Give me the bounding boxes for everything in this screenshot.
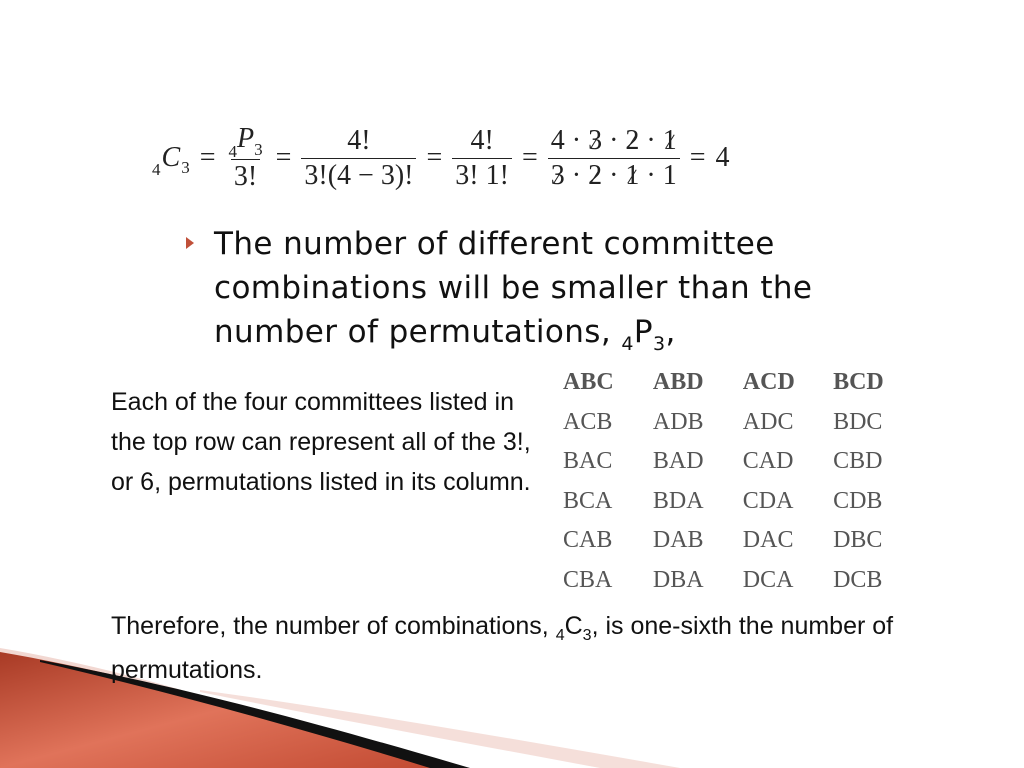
- table-cell: BDC: [833, 408, 883, 435]
- explanation-text: Each of the four committees listed in the top row can represent all of the 3!, or 6, permutations listed in its column.: [111, 388, 531, 496]
- formula-lhs: [152, 142, 190, 179]
- frac2-num: 4!: [347, 124, 371, 156]
- table-cell: CBA: [563, 566, 613, 593]
- bullet-arrow-icon: [186, 237, 194, 249]
- conclusion-letter: C: [564, 612, 583, 640]
- table-cell: CDA: [742, 487, 794, 514]
- table-cell: CAB: [563, 527, 613, 554]
- table-row: [556, 521, 916, 561]
- table-cell: DBC: [833, 527, 883, 554]
- table-cell: DCB: [833, 566, 883, 593]
- table-row: [556, 403, 916, 443]
- table-cell: ABD: [652, 369, 704, 396]
- conclusion-sub: 3: [582, 627, 592, 644]
- table-cell: DCA: [742, 566, 794, 593]
- fraction-1: [225, 124, 265, 192]
- equals-sign: =: [199, 142, 216, 173]
- formula-lhs-letter: C: [161, 142, 181, 173]
- frac1-num-sub: 3: [254, 140, 263, 159]
- table-cell: BCA: [563, 487, 613, 514]
- formula-lhs-pre: 4: [152, 160, 161, 179]
- frac2-den: 3!(4 − 3)!: [301, 158, 416, 191]
- bullet-pre: 4: [621, 333, 634, 355]
- table-cell: BAC: [563, 448, 613, 475]
- equals-sign: =: [689, 142, 706, 173]
- fraction-4: [548, 126, 680, 191]
- table-cell: CBD: [833, 448, 883, 475]
- bullet-point: [186, 222, 826, 358]
- bullet-text: The number of different committee combinations will be smaller than the number of permutations, $_4P_3$,: [214, 226, 813, 355]
- table-cell: DAB: [652, 527, 704, 554]
- bullet-sub: 3: [652, 333, 666, 355]
- table-cell: ABC: [563, 369, 614, 396]
- fraction-3: [452, 126, 512, 191]
- permutation-table: [556, 363, 916, 600]
- frac4-den: 3 · 2 · 1 · 1: [548, 158, 680, 191]
- frac1-num-letter: P: [236, 123, 255, 154]
- equals-sign: =: [521, 142, 538, 173]
- formula-lhs-sub: 3: [181, 158, 190, 177]
- frac1-num-pre: 4: [228, 142, 237, 161]
- table-row: [556, 482, 916, 522]
- table-cell: CAD: [742, 448, 794, 475]
- table-cell: ADB: [652, 408, 704, 435]
- table-cell: ACB: [563, 408, 613, 435]
- table-cell: BAD: [652, 448, 704, 475]
- conclusion-pre: 4: [555, 627, 565, 644]
- combination-formula: [152, 118, 730, 198]
- table-cell: CDB: [833, 487, 883, 514]
- frac3-num: 4!: [470, 124, 494, 156]
- table-cell: DBA: [652, 566, 704, 593]
- formula-result: 4: [715, 142, 730, 173]
- table-cell: ADC: [742, 408, 794, 435]
- table-header-row: [556, 363, 916, 403]
- table-cell: BDA: [652, 487, 704, 514]
- bullet-letter: P: [633, 314, 653, 350]
- table-cell: DAC: [742, 527, 794, 554]
- conclusion-text: Therefore, the number of combinations, $_4C_3$, is one-sixth the number of permutations.: [111, 612, 894, 684]
- table-row: [556, 561, 916, 601]
- equals-sign: =: [426, 142, 443, 173]
- table-cell: ACD: [742, 369, 795, 396]
- fraction-2: [301, 126, 416, 191]
- table-cell: BCD: [833, 369, 884, 396]
- table-row: [556, 442, 916, 482]
- frac1-den: 3!: [231, 159, 260, 192]
- equals-sign: =: [275, 142, 292, 173]
- frac4-num: 4 · 3 · 2 · 1: [550, 124, 677, 156]
- frac3-den: 3! 1!: [452, 158, 512, 191]
